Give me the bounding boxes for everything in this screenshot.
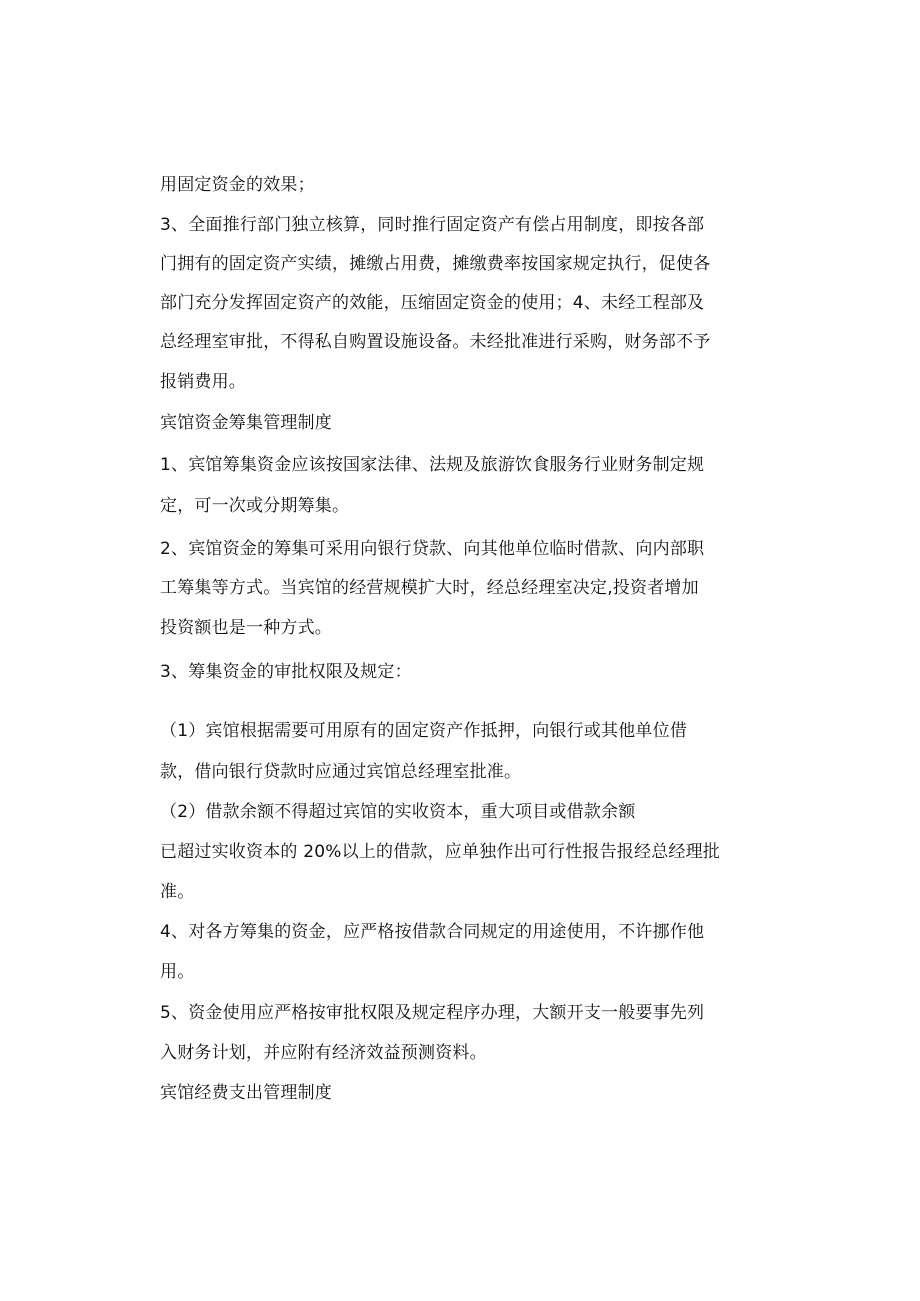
text-line: 5、资金使用应严格按审批权限及规定程序办理，大额开支一般要事先列 — [160, 1003, 705, 1023]
text-line: 部门充分发挥固定资产的效能，压缩固定资金的使用；4、未经工程部及 — [160, 293, 705, 313]
text-line: 用。 — [160, 962, 195, 982]
text-line: 报销费用。 — [160, 372, 246, 392]
text-line: 2、宾馆资金的筹集可采用向银行贷款、向其他单位临时借款、向内部职 — [160, 539, 705, 559]
text-line: 1、宾馆筹集资金应该按国家法律、法规及旅游饮食服务行业财务制定规 — [160, 455, 705, 475]
section-heading: 宾馆经费支出管理制度 — [160, 1083, 332, 1103]
text-line: 投资额也是一种方式。 — [160, 618, 332, 638]
text-line: 定，可一次或分期筹集。 — [160, 496, 350, 516]
text-line: 3、筹集资金的审批权限及规定： — [160, 662, 412, 682]
text-line: 4、对各方筹集的资金，应严格按借款合同规定的用途使用，不许挪作他 — [160, 922, 705, 942]
text-line: （2）借款余额不得超过宾馆的实收资本，重大项目或借款余额 — [160, 802, 636, 822]
text-line: 用固定资金的效果； — [160, 175, 315, 195]
section-heading: 宾馆资金筹集管理制度 — [160, 413, 332, 433]
text-line: 入财务计划，并应附有经济效益预测资料。 — [160, 1043, 487, 1063]
text-line: （1）宾馆根据需要可用原有的固定资产作抵押，向银行或其他单位借 — [160, 721, 688, 741]
text-line: 准。 — [160, 882, 195, 902]
text-line: 门拥有的固定资产实绩，摊缴占用费，摊缴费率按国家规定执行，促使各 — [160, 254, 711, 274]
text-line: 款，借向银行贷款时应通过宾馆总经理室批准。 — [160, 762, 522, 782]
text-line: 3、全面推行部门独立核算，同时推行固定资产有偿占用制度，即按各部 — [160, 215, 705, 235]
text-line: 总经理室审批，不得私自购置设施设备。未经批准进行采购，财务部不予 — [160, 332, 711, 352]
text-line: 工筹集等方式。当宾馆的经营规模扩大时，经总经理室决定,投资者增加 — [160, 578, 699, 598]
text-line: 已超过实收资本的 20%以上的借款，应单独作出可行性报告报经总经理批 — [160, 842, 720, 862]
